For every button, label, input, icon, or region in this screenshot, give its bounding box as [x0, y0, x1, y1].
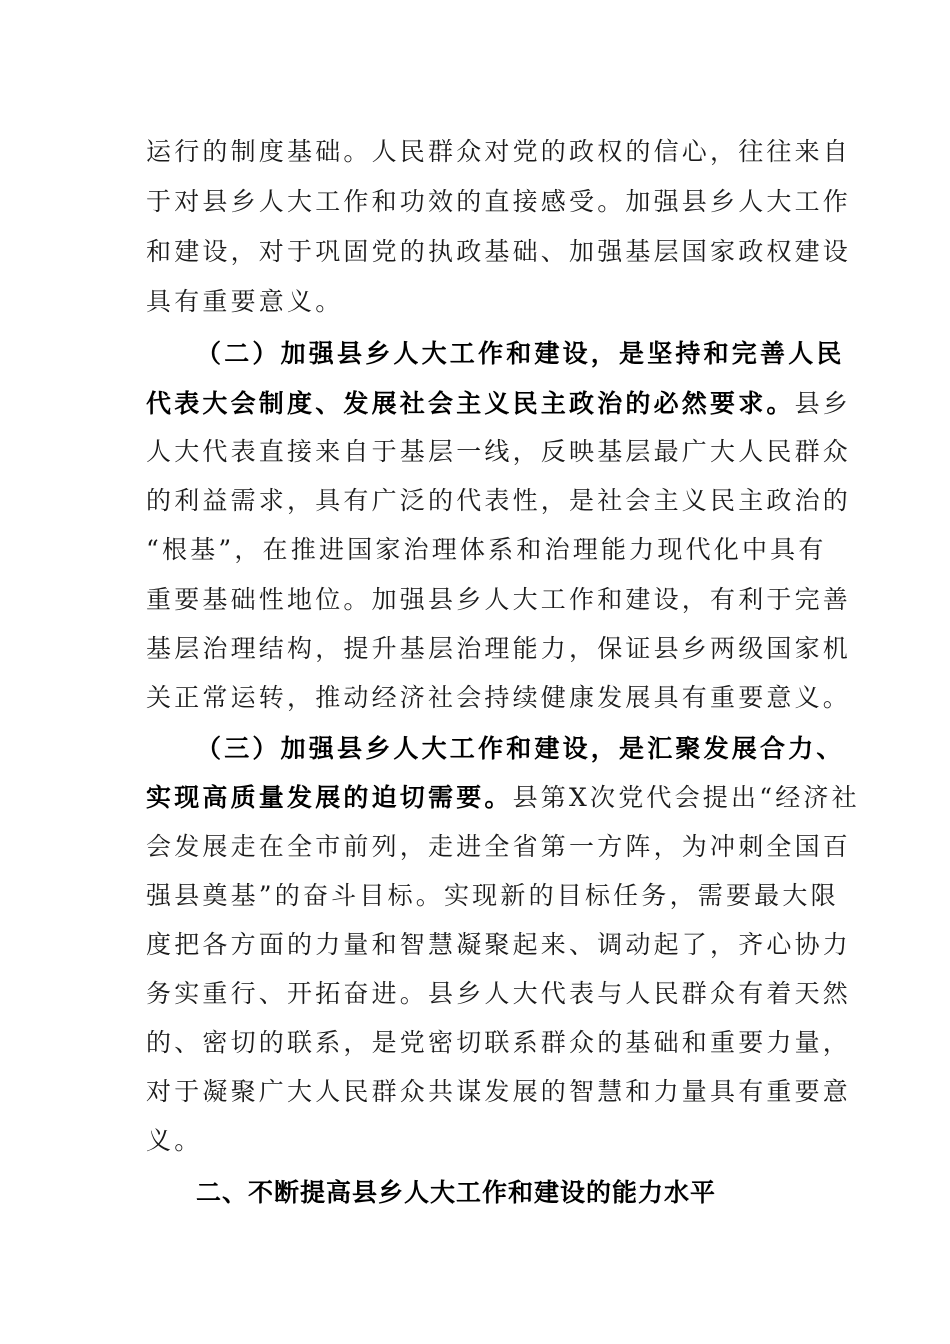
- paragraph-3-line-4: 强县奠基”的奋斗目标。实现新的目标任务，需要最大限: [146, 881, 839, 910]
- paragraph-1-line-2: 于对县乡人大工作和功效的直接感受。加强县乡人大工作: [146, 187, 852, 216]
- paragraph-3-bold-line-1: （三）加强县乡人大工作和建设，是汇聚发展合力、: [196, 734, 845, 763]
- paragraph-2-line-7: 基层治理结构，提升基层治理能力，保证县乡两级国家机: [146, 634, 852, 663]
- paragraph-2-line-3: 人大代表直接来自于基层一线，反映基层最广大人民群众: [146, 437, 852, 466]
- paragraph-2-line-6: 重要基础性地位。加强县乡人大工作和建设，有利于完善: [146, 585, 852, 614]
- paragraph-1-line-3: 和建设，对于巩固党的执政基础、加强基层国家政权建设: [146, 237, 852, 266]
- paragraph-2-line-2-rest: 县乡: [794, 389, 852, 418]
- paragraph-2-line-5: “根基”，在推进国家治理体系和治理能力现代化中具有: [146, 535, 827, 564]
- paragraph-3-line-2-rest: 县第Ⅹ次党代会提出“经济社: [512, 783, 860, 812]
- paragraph-1-line-1: 运行的制度基础。人民群众对党的政权的信心，往往来自: [146, 137, 852, 166]
- section-heading: 二、不断提高县乡人大工作和建设的能力水平: [196, 1178, 717, 1207]
- paragraph-3-line-8: 对于凝聚广大人民群众共谋发展的智慧和力量具有重要意: [146, 1077, 852, 1106]
- paragraph-3-bold-line-2: 实现高质量发展的迫切需要。: [146, 783, 513, 812]
- paragraph-3-line-2: [146, 778, 860, 818]
- paragraph-3-line-9: 义。: [146, 1126, 203, 1155]
- paragraph-3-line-7: 的、密切的联系，是党密切联系群众的基础和重要力量，: [146, 1028, 852, 1057]
- paragraph-2-bold-line-2: 代表大会制度、发展社会主义民主政治的必然要求。: [146, 389, 795, 418]
- paragraph-3-line-3: 会发展走在全市前列，走进全省第一方阵，为冲刺全国百: [146, 832, 852, 861]
- paragraph-2-line-8: 关正常运转，推动经济社会持续健康发展具有重要意义。: [146, 683, 852, 712]
- paragraph-3-line-6: 务实重行、开拓奋进。县乡人大代表与人民群众有着天然: [146, 979, 852, 1008]
- paragraph-2-line-2: [146, 384, 852, 424]
- paragraph-2-line-4: 的利益需求，具有广泛的代表性，是社会主义民主政治的: [146, 486, 852, 515]
- paragraph-3-line-5: 度把各方面的力量和智慧凝聚起来、调动起了，齐心协力: [146, 930, 852, 959]
- paragraph-2-bold-line-1: （二）加强县乡人大工作和建设，是坚持和完善人民: [196, 339, 845, 368]
- paragraph-1-line-4: 具有重要意义。: [146, 287, 344, 316]
